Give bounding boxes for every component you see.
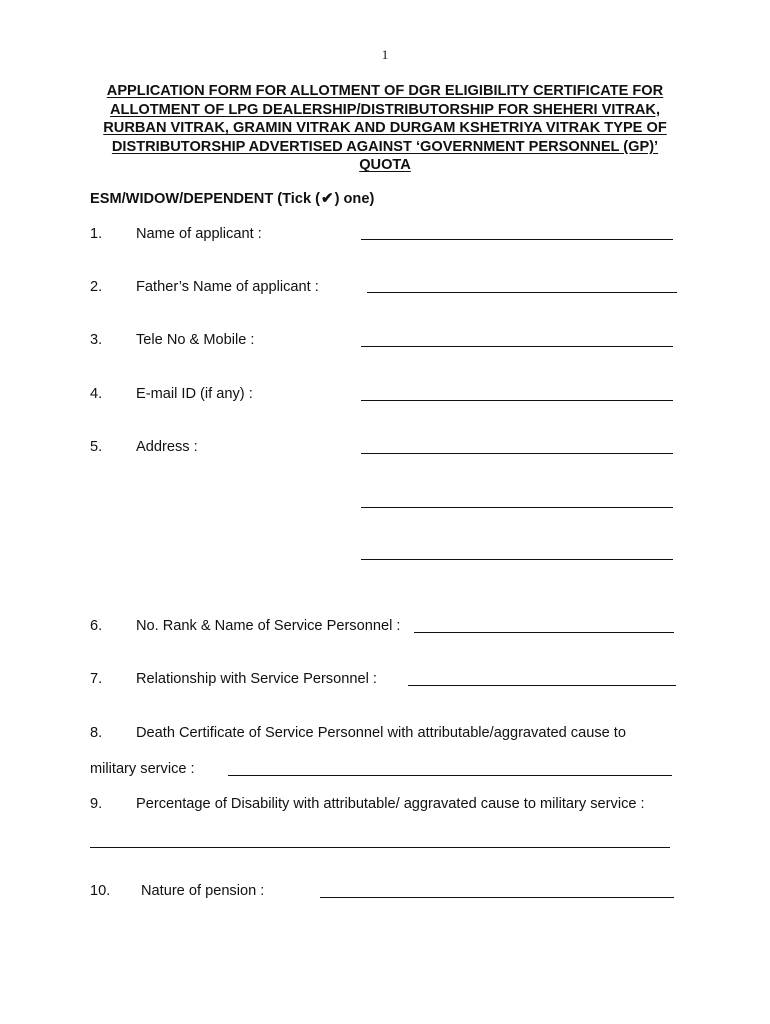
field-label-rank-name: No. Rank & Name of Service Personnel : — [136, 618, 401, 634]
pension-input-line[interactable] — [320, 897, 674, 898]
check-mark-icon: ✔ — [321, 190, 334, 207]
phone-input-line[interactable] — [361, 346, 673, 347]
field-number: 7. — [90, 671, 103, 687]
category-label: ESM/WIDOW/DEPENDENT (Tick ( — [90, 191, 321, 207]
address-input-line-2[interactable] — [361, 507, 673, 508]
field-label-pension: Nature of pension : — [141, 883, 265, 899]
title-line: DISTRIBUTORSHIP ADVERTISED AGAINST ‘GOVERNMENT PERSONNEL (GP)’ — [111, 138, 659, 155]
title-line: APPLICATION FORM FOR ALLOTMENT OF DGR ELIGIBILITY CERTIFICATE FOR — [106, 83, 664, 99]
field-label-death-certificate: Death Certificate of Service Personnel with attributable/aggravated cause to — [136, 725, 626, 741]
disability-input-line[interactable] — [90, 847, 670, 848]
field-label-phone: Tele No & Mobile : — [136, 332, 255, 348]
field-label-email: E-mail ID (if any) : — [136, 386, 253, 402]
relationship-input-line[interactable] — [408, 685, 676, 686]
fathers-name-input-line[interactable] — [367, 292, 677, 293]
rank-name-input-line[interactable] — [414, 632, 674, 633]
field-number: 6. — [90, 618, 103, 634]
field-label-name: Name of applicant : — [136, 226, 262, 242]
title-line: ALLOTMENT OF LPG DEALERSHIP/DISTRIBUTORSHIP FOR SHEHERI VITRAK, — [110, 101, 660, 118]
field-number: 2. — [90, 279, 103, 295]
field-label-address: Address : — [136, 439, 198, 455]
death-certificate-input-line[interactable] — [228, 775, 672, 776]
field-number: 5. — [90, 439, 103, 455]
category-selection — [90, 189, 374, 207]
page-number: 1 — [381, 47, 389, 62]
field-number: 3. — [90, 332, 103, 348]
title-line: QUOTA — [359, 157, 411, 174]
field-label-relationship: Relationship with Service Personnel : — [136, 671, 377, 687]
field-number: 10. — [90, 883, 111, 899]
category-label-suffix: ) one) — [334, 191, 375, 207]
field-label-fathers-name: Father’s Name of applicant : — [136, 279, 319, 295]
email-input-line[interactable] — [361, 400, 673, 401]
field-label-death-certificate-continuation: military service : — [90, 761, 195, 777]
field-number: 4. — [90, 386, 103, 402]
address-input-line-1[interactable] — [361, 453, 673, 454]
form-title — [80, 82, 690, 175]
field-number: 1. — [90, 226, 103, 242]
title-line: RURBAN VITRAK, GRAMIN VITRAK AND DURGAM KSHETRIYA VITRAK TYPE OF — [103, 120, 667, 137]
field-number: 9. — [90, 796, 103, 812]
name-input-line[interactable] — [361, 239, 673, 240]
address-input-line-3[interactable] — [361, 559, 673, 560]
field-label-disability: Percentage of Disability with attributable/ aggravated cause to military service : — [136, 796, 645, 812]
field-number: 8. — [90, 725, 103, 741]
